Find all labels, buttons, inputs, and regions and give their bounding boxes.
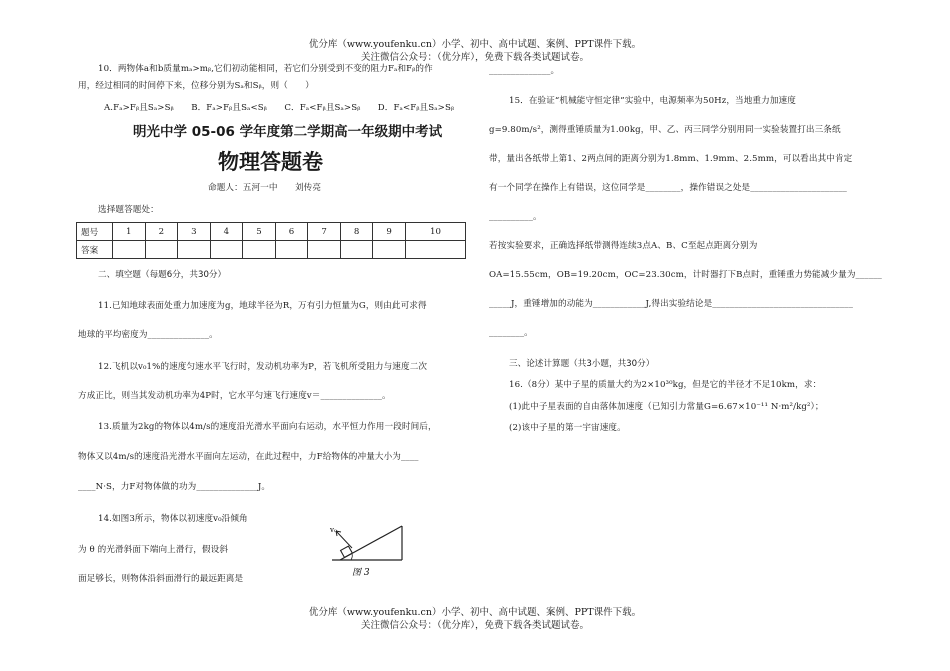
q10-options: A.Fₐ>Fᵦ且Sₐ>Sᵦ B．Fₐ>Fᵦ且Sₐ<Sᵦ C．Fₐ<Fᵦ且Sₐ>Sᵦ D．Fₐ<Fᵦ且Sₐ>Sᵦ [104,103,455,113]
exam-title: 明光中学 05-06 学年度第二学期高一年级期中考试 [133,124,443,140]
table-cell: 2 [145,223,178,241]
q12-line1: 12.飞机以v₀1%的速度匀速水平飞行时，发动机功率为P，若飞机所受阻力与速度二次 [98,362,428,372]
right-blank-top: ______________。 [489,66,560,76]
answer-cell-5[interactable] [243,241,276,259]
q16-line2: (1)此中子星表面的自由落体加速度（已知引力常量G=6.67×10⁻¹¹ N·m²/kg²）； [509,402,824,412]
answer-cell-4[interactable] [210,241,243,259]
author-line: 命题人：五河一中 刘传亮 [208,183,322,193]
q10-line1: 10．两物体a和b质量mₐ>mᵦ,它们初动能相同，若它们分别受到不变的阻力Fₐ和Fᵦ的作 [98,64,433,74]
q15-line4: 有一个同学在操作上有错误，这位同学是________，操作错误之处是______________________ [489,183,847,193]
q14-line1: 14.如图3所示，物体以初速度v₀沿倾角 [98,514,248,524]
figure-v-label: v₀ [330,526,337,534]
table-row [77,223,466,241]
table-cell: 3 [178,223,211,241]
answer-cell-3[interactable] [178,241,211,259]
angle-arc [351,554,352,560]
choice-answer-label: 选择题答题处： [98,205,159,215]
q14-line3: 面足够长，则物体沿斜面滑行的最远距离是 [78,574,244,584]
q14-line2: 为 θ 的光滑斜面下端向上滑行，假设斜 [78,545,229,555]
exam-subtitle: 物理答题卷 [218,149,323,174]
page-footer-line2: 关注微信公众号：（优分库），免费下载各类试题试卷。 [360,620,589,631]
table-cell: 题号 [77,223,113,241]
q15-line6: 若按实验要求，正确选择纸带测得连续3点A、B、C至起点距离分别为 [489,241,758,251]
table-cell: 6 [275,223,308,241]
table-cell: 5 [243,223,276,241]
q10-line2: 用，经过相同的时间停下来，位移分别为Sₐ和Sᵦ，则（ ） [78,81,314,91]
table-cell: 答案 [77,241,113,259]
q11-line2: 地球的平均密度为______________。 [78,330,218,340]
velocity-arrow [336,531,352,548]
q16-line1: 16.（8分）某中子星的质量大约为2×10³⁰kg，但是它的半径才不足10km，求： [509,380,822,390]
table-row [77,241,466,259]
q13-line3: ____N·S，力F对物体做的功为______________J。 [78,482,271,492]
block-on-incline [341,546,353,557]
table-cell: 10 [405,223,465,241]
q12-line2: 方成正比，则当其发动机功率为4P时，它水平匀速飞行速度v＝______________。 [78,391,391,401]
q15-line9: ________。 [489,328,533,338]
answer-table [76,222,466,259]
q13-line2: 物体又以4m/s的速度沿光滑水平面向左运动，在此过程中，力F给物体的冲量大小为____ [78,452,419,462]
answer-cell-2[interactable] [145,241,178,259]
section2-heading: 二、填空题（每题6分，共30分） [98,270,227,280]
table-cell: 8 [340,223,373,241]
q16-line3: (2)该中子星的第一宇宙速度。 [509,423,626,433]
q15-line8: _____J，重锤增加的动能为____________J,得出实验结论是________________________________ [489,299,853,309]
q15-line5: __________。 [489,212,542,222]
figure-3-incline [322,518,410,580]
page-header-line2: 关注微信公众号：（优分库），免费下载各类试题试卷。 [360,52,589,63]
table-cell: 7 [308,223,341,241]
answer-cell-8[interactable] [340,241,373,259]
answer-cell-1[interactable] [113,241,146,259]
q15-line2: g=9.80m/s²，测得重锤质量为1.00kg，甲、乙、丙三同学分别用同一实验装置打出三条纸 [489,125,841,135]
answer-cell-9[interactable] [373,241,406,259]
table-cell: 4 [210,223,243,241]
answer-cell-7[interactable] [308,241,341,259]
answer-cell-10[interactable] [405,241,465,259]
q15-line3: 带，量出各纸带上第1、2两点间的距离分别为1.8mm、1.9mm、2.5mm，可以看出其中肯定 [489,154,853,164]
figure-label: 图 3 [352,568,370,578]
table-cell: 9 [373,223,406,241]
answer-cell-6[interactable] [275,241,308,259]
section3-heading: 三、论述计算题（共3小题，共30分） [509,359,655,369]
table-cell: 1 [113,223,146,241]
q15-line7: OA=15.55cm，OB=19.20cm，OC=23.30cm，计时器打下B点时，重锤重力势能减少量为______ [489,270,882,280]
q13-line1: 13.质量为2kg的物体以4m/s的速度沿光滑水平面向右运动，水平恒力作用一段时间后， [98,422,437,432]
q11-line1: 11.已知地球表面处重力加速度为g，地球半径为R，万有引力恒量为G，则由此可求得 [98,301,427,311]
q15-line1: 15．在验证“机械能守恒定律”实验中，电源频率为50Hz，当地重力加速度 [509,96,796,106]
page-header-line1: 优分库（www.youfenku.cn）小学、初中、高中试题、案例、PPT课件下载。 [308,39,642,50]
page-footer-line1: 优分库（www.youfenku.cn）小学、初中、高中试题、案例、PPT课件下载。 [308,607,642,618]
